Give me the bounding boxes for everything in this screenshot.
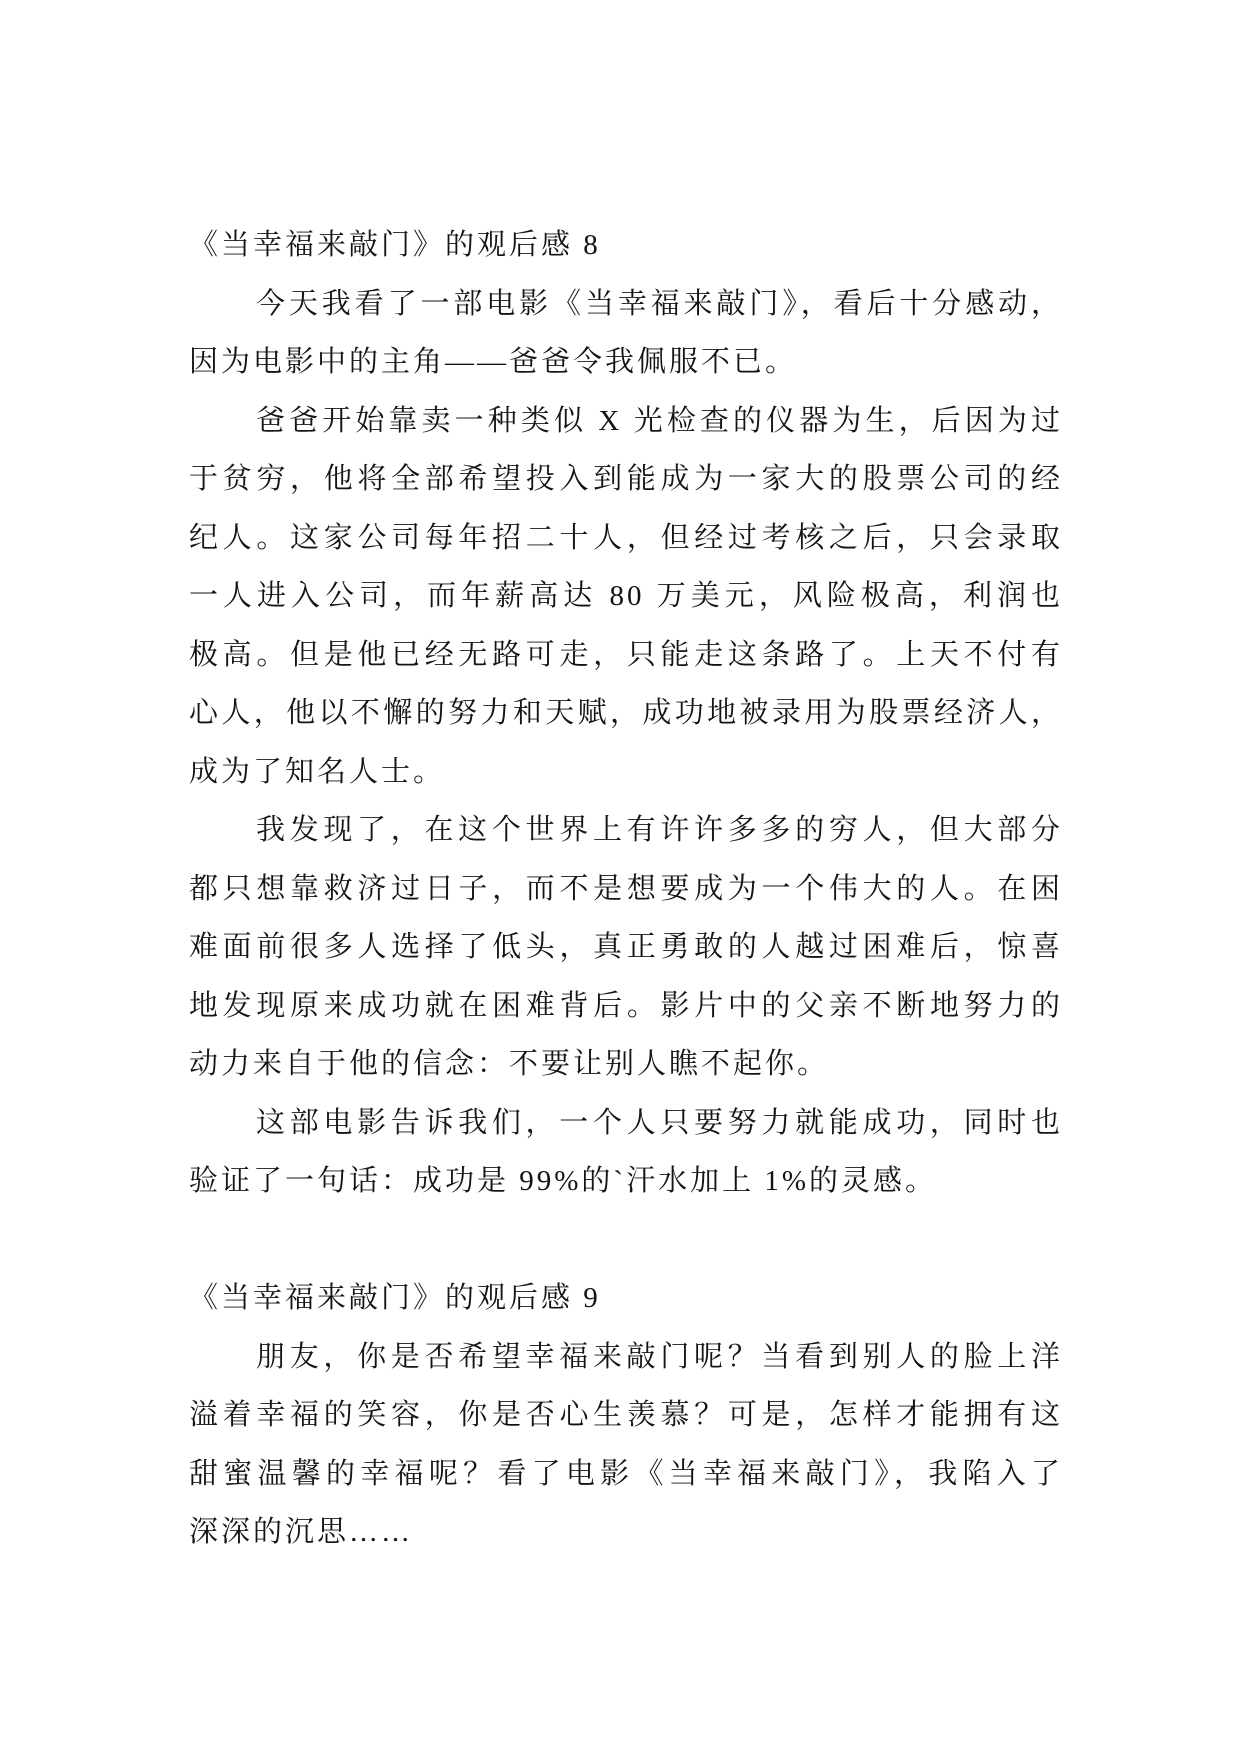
text-line: 难面前很多人选择了低头，真正勇敢的人越过困难后，惊喜	[189, 931, 1063, 963]
text-line: 地发现原来成功就在困难背后。影片中的父亲不断地努力的	[189, 989, 1063, 1022]
text-line: 一人进入公司，而年薪高达 80 万美元，风险极高，利润也	[189, 580, 1063, 612]
text-line: 今天我看了一部电影《当幸福来敲门》，看后十分感动，	[256, 287, 1063, 320]
text-line: 甜蜜温馨的幸福呢？看了电影《当幸福来敲门》，我陷入了	[189, 1457, 1063, 1490]
text-line: 深深的沉思……	[189, 1516, 414, 1548]
text-line: 这部电影告诉我们，一个人只要努力就能成功，同时也	[256, 1106, 1063, 1139]
text-line: 心人，他以不懈的努力和天赋，成功地被录用为股票经济人，	[189, 697, 1063, 729]
text-line: 动力来自于他的信念：不要让别人瞧不起你。	[189, 1048, 830, 1080]
text-line: 于贫穷，他将全部希望投入到能成为一家大的股票公司的经	[189, 463, 1063, 495]
text-line: 都只想靠救济过日子，而不是想要成为一个伟大的人。在困	[189, 872, 1063, 905]
text-line: 朋友，你是否希望幸福来敲门呢？当看到别人的脸上洋	[256, 1340, 1063, 1373]
text-line: 极高。但是他已经无路可走，只能走这条路了。上天不付有	[189, 638, 1063, 671]
section-8-title: 《当幸福来敲门》的观后感 8	[189, 229, 601, 261]
text-line: 因为电影中的主角——爸爸令我佩服不已。	[189, 346, 798, 378]
section-9-title: 《当幸福来敲门》的观后感 9	[189, 1282, 601, 1314]
text-line: 爸爸开始靠卖一种类似 X 光检查的仪器为生，后因为过	[256, 404, 1063, 437]
text-line: 纪人。这家公司每年招二十人，但经过考核之后，只会录取	[189, 521, 1063, 554]
text-line: 我发现了，在这个世界上有许许多多的穷人，但大部分	[256, 814, 1063, 846]
text-line: 成为了知名人士。	[189, 755, 446, 788]
text-line: 溢着幸福的笑容，你是否心生羡慕？可是，怎样才能拥有这	[189, 1399, 1063, 1431]
text-line: 验证了一句话：成功是 99%的`汗水加上 1%的灵感。	[189, 1165, 937, 1197]
